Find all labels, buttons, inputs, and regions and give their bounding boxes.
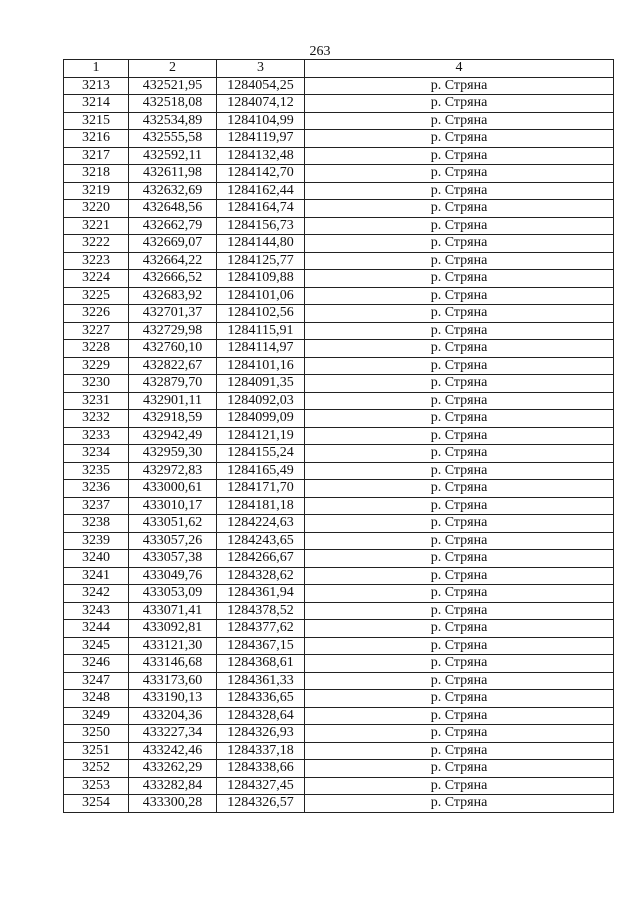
table-row [64,550,614,568]
location-name: р. Стряна [305,95,614,113]
location-name: р. Стряна [305,445,614,463]
y-coordinate: 1284326,93 [217,725,305,743]
location-name: р. Стряна [305,742,614,760]
y-coordinate: 1284125,77 [217,252,305,270]
table-row [64,340,614,358]
location-name: р. Стряна [305,322,614,340]
y-coordinate: 1284119,97 [217,130,305,148]
x-coordinate: 433204,36 [129,707,217,725]
location-name: р. Стряна [305,130,614,148]
table-row [64,690,614,708]
y-coordinate: 1284132,48 [217,147,305,165]
point-number: 3240 [64,550,129,568]
column-header-2: 2 [129,60,217,78]
x-coordinate: 433071,41 [129,602,217,620]
table-row [64,462,614,480]
x-coordinate: 433057,26 [129,532,217,550]
table-row [64,147,614,165]
table-row [64,270,614,288]
table-row [64,427,614,445]
location-name: р. Стряна [305,532,614,550]
x-coordinate: 432729,98 [129,322,217,340]
point-number: 3248 [64,690,129,708]
table-row [64,305,614,323]
point-number: 3246 [64,655,129,673]
table-row [64,357,614,375]
x-coordinate: 432648,56 [129,200,217,218]
x-coordinate: 433010,17 [129,497,217,515]
point-number: 3223 [64,252,129,270]
x-coordinate: 433262,29 [129,760,217,778]
location-name: р. Стряна [305,760,614,778]
x-coordinate: 432555,58 [129,130,217,148]
point-number: 3221 [64,217,129,235]
y-coordinate: 1284101,06 [217,287,305,305]
point-number: 3250 [64,725,129,743]
y-coordinate: 1284361,33 [217,672,305,690]
x-coordinate: 433173,60 [129,672,217,690]
x-coordinate: 433242,46 [129,742,217,760]
y-coordinate: 1284337,18 [217,742,305,760]
x-coordinate: 432942,49 [129,427,217,445]
y-coordinate: 1284361,94 [217,585,305,603]
location-name: р. Стряна [305,795,614,813]
point-number: 3238 [64,515,129,533]
point-number: 3231 [64,392,129,410]
point-number: 3233 [64,427,129,445]
y-coordinate: 1284243,65 [217,532,305,550]
x-coordinate: 433146,68 [129,655,217,673]
table-row [64,672,614,690]
x-coordinate: 432901,11 [129,392,217,410]
x-coordinate: 432518,08 [129,95,217,113]
table-row [64,602,614,620]
table-row [64,287,614,305]
location-name: р. Стряна [305,165,614,183]
location-name: р. Стряна [305,235,614,253]
y-coordinate: 1284367,15 [217,637,305,655]
y-coordinate: 1284102,56 [217,305,305,323]
point-number: 3249 [64,707,129,725]
location-name: р. Стряна [305,147,614,165]
location-name: р. Стряна [305,77,614,95]
table-row [64,217,614,235]
y-coordinate: 1284377,62 [217,620,305,638]
y-coordinate: 1284165,49 [217,462,305,480]
x-coordinate: 432521,95 [129,77,217,95]
x-coordinate: 432879,70 [129,375,217,393]
table-row [64,585,614,603]
x-coordinate: 432632,69 [129,182,217,200]
x-coordinate: 433051,62 [129,515,217,533]
y-coordinate: 1284155,24 [217,445,305,463]
point-number: 3224 [64,270,129,288]
table-row [64,252,614,270]
table-row [64,795,614,813]
location-name: р. Стряна [305,672,614,690]
table-row [64,375,614,393]
location-name: р. Стряна [305,690,614,708]
y-coordinate: 1284181,18 [217,497,305,515]
location-name: р. Стряна [305,515,614,533]
y-coordinate: 1284074,12 [217,95,305,113]
table-row [64,707,614,725]
point-number: 3213 [64,77,129,95]
table-row [64,200,614,218]
y-coordinate: 1284338,66 [217,760,305,778]
page-number: 263 [309,44,331,59]
point-number: 3252 [64,760,129,778]
y-coordinate: 1284327,45 [217,777,305,795]
location-name: р. Стряна [305,480,614,498]
x-coordinate: 433049,76 [129,567,217,585]
coordinates-table [63,59,614,813]
location-name: р. Стряна [305,375,614,393]
location-name: р. Стряна [305,305,614,323]
point-number: 3229 [64,357,129,375]
y-coordinate: 1284114,97 [217,340,305,358]
y-coordinate: 1284368,61 [217,655,305,673]
location-name: р. Стряна [305,462,614,480]
y-coordinate: 1284109,88 [217,270,305,288]
x-coordinate: 432972,83 [129,462,217,480]
column-header-3: 3 [217,60,305,78]
location-name: р. Стряна [305,112,614,130]
location-name: р. Стряна [305,217,614,235]
y-coordinate: 1284054,25 [217,77,305,95]
location-name: р. Стряна [305,777,614,795]
point-number: 3247 [64,672,129,690]
y-coordinate: 1284378,52 [217,602,305,620]
x-coordinate: 432683,92 [129,287,217,305]
y-coordinate: 1284142,70 [217,165,305,183]
point-number: 3254 [64,795,129,813]
y-coordinate: 1284156,73 [217,217,305,235]
location-name: р. Стряна [305,287,614,305]
location-name: р. Стряна [305,550,614,568]
point-number: 3253 [64,777,129,795]
table-row [64,410,614,428]
location-name: р. Стряна [305,410,614,428]
x-coordinate: 432959,30 [129,445,217,463]
point-number: 3216 [64,130,129,148]
table-row [64,742,614,760]
table-row [64,480,614,498]
table-row [64,725,614,743]
table-row [64,567,614,585]
x-coordinate: 432669,07 [129,235,217,253]
y-coordinate: 1284336,65 [217,690,305,708]
table-row [64,760,614,778]
point-number: 3244 [64,620,129,638]
point-number: 3222 [64,235,129,253]
y-coordinate: 1284101,16 [217,357,305,375]
x-coordinate: 432662,79 [129,217,217,235]
point-number: 3220 [64,200,129,218]
x-coordinate: 433053,09 [129,585,217,603]
y-coordinate: 1284144,80 [217,235,305,253]
point-number: 3251 [64,742,129,760]
y-coordinate: 1284171,70 [217,480,305,498]
point-number: 3235 [64,462,129,480]
x-coordinate: 432611,98 [129,165,217,183]
x-coordinate: 432822,67 [129,357,217,375]
point-number: 3230 [64,375,129,393]
table-row [64,235,614,253]
location-name: р. Стряна [305,340,614,358]
location-name: р. Стряна [305,620,614,638]
table-row [64,777,614,795]
location-name: р. Стряна [305,567,614,585]
location-name: р. Стряна [305,252,614,270]
x-coordinate: 433300,28 [129,795,217,813]
location-name: р. Стряна [305,182,614,200]
x-coordinate: 433057,38 [129,550,217,568]
table-row [64,322,614,340]
y-coordinate: 1284092,03 [217,392,305,410]
x-coordinate: 432918,59 [129,410,217,428]
x-coordinate: 432534,89 [129,112,217,130]
point-number: 3227 [64,322,129,340]
y-coordinate: 1284328,62 [217,567,305,585]
table-row [64,532,614,550]
table-row [64,392,614,410]
y-coordinate: 1284091,35 [217,375,305,393]
point-number: 3239 [64,532,129,550]
point-number: 3245 [64,637,129,655]
location-name: р. Стряна [305,427,614,445]
point-number: 3225 [64,287,129,305]
location-name: р. Стряна [305,585,614,603]
y-coordinate: 1284328,64 [217,707,305,725]
point-number: 3242 [64,585,129,603]
x-coordinate: 432701,37 [129,305,217,323]
point-number: 3234 [64,445,129,463]
column-header-1: 1 [64,60,129,78]
location-name: р. Стряна [305,602,614,620]
x-coordinate: 433092,81 [129,620,217,638]
point-number: 3219 [64,182,129,200]
x-coordinate: 432664,22 [129,252,217,270]
y-coordinate: 1284104,99 [217,112,305,130]
location-name: р. Стряна [305,637,614,655]
location-name: р. Стряна [305,357,614,375]
location-name: р. Стряна [305,270,614,288]
location-name: р. Стряна [305,200,614,218]
table-header-row [64,60,614,78]
table-body [64,77,614,812]
x-coordinate: 432666,52 [129,270,217,288]
table-row [64,130,614,148]
y-coordinate: 1284266,67 [217,550,305,568]
x-coordinate: 433121,30 [129,637,217,655]
table-row [64,515,614,533]
y-coordinate: 1284162,44 [217,182,305,200]
point-number: 3228 [64,340,129,358]
table-row [64,620,614,638]
point-number: 3237 [64,497,129,515]
y-coordinate: 1284115,91 [217,322,305,340]
table-row [64,165,614,183]
x-coordinate: 433190,13 [129,690,217,708]
point-number: 3241 [64,567,129,585]
point-number: 3226 [64,305,129,323]
location-name: р. Стряна [305,655,614,673]
table-row [64,95,614,113]
point-number: 3217 [64,147,129,165]
table-row [64,637,614,655]
y-coordinate: 1284224,63 [217,515,305,533]
point-number: 3218 [64,165,129,183]
x-coordinate: 432760,10 [129,340,217,358]
x-coordinate: 433227,34 [129,725,217,743]
point-number: 3236 [64,480,129,498]
location-name: р. Стряна [305,707,614,725]
table-row [64,182,614,200]
x-coordinate: 432592,11 [129,147,217,165]
y-coordinate: 1284164,74 [217,200,305,218]
table-row [64,655,614,673]
x-coordinate: 433282,84 [129,777,217,795]
location-name: р. Стряна [305,725,614,743]
point-number: 3232 [64,410,129,428]
point-number: 3243 [64,602,129,620]
column-header-4: 4 [305,60,614,78]
point-number: 3214 [64,95,129,113]
y-coordinate: 1284099,09 [217,410,305,428]
y-coordinate: 1284121,19 [217,427,305,445]
table-row [64,77,614,95]
x-coordinate: 433000,61 [129,480,217,498]
table-row [64,497,614,515]
point-number: 3215 [64,112,129,130]
location-name: р. Стряна [305,392,614,410]
table-row [64,445,614,463]
y-coordinate: 1284326,57 [217,795,305,813]
location-name: р. Стряна [305,497,614,515]
table-row [64,112,614,130]
